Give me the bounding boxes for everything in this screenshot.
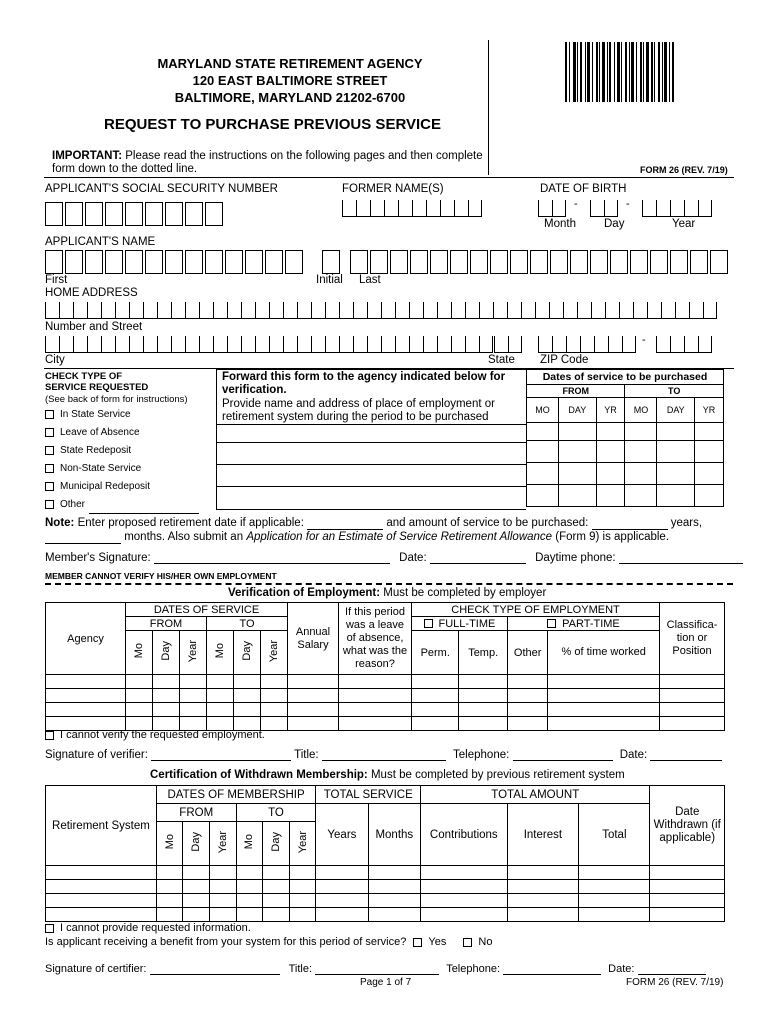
member-sig-label: Member's Signature:: [45, 552, 151, 564]
dates-purchased-table: [526, 369, 724, 507]
initial-label: Initial: [316, 274, 343, 286]
checkbox-icon[interactable]: [45, 446, 54, 455]
verifier-title-input[interactable]: [322, 760, 446, 761]
checkbox-icon[interactable]: [463, 938, 472, 947]
from-header: FROM: [126, 617, 207, 631]
checkbox-icon[interactable]: [45, 924, 54, 933]
pct-worked-header: % of time worked: [548, 631, 660, 675]
col-yr-2: YR: [695, 398, 724, 423]
dob-month-input[interactable]: [538, 200, 566, 217]
last-name-input[interactable]: [350, 250, 730, 274]
certifier-sig-input[interactable]: [150, 974, 280, 975]
forward-line-4: [216, 486, 526, 487]
dob-dash-1: -: [574, 198, 578, 210]
years-label: years,: [670, 517, 703, 529]
receiving-benefit-row: [45, 936, 492, 948]
check-type-label: CHECK TYPE OF: [45, 371, 123, 382]
forward-line-2: [216, 442, 526, 443]
form-title: REQUEST TO PURCHASE PREVIOUS SERVICE: [104, 116, 442, 133]
cannot-verify-label: I cannot verify the requested employment.: [60, 729, 265, 741]
daytime-phone-input[interactable]: [619, 563, 743, 564]
dob-dash-2: -: [626, 198, 630, 210]
total-amount-header: TOTAL AMOUNT: [421, 786, 650, 804]
first-label: First: [45, 274, 68, 286]
receiving-question: Is applicant receiving a benefit from your system for this period of service?: [45, 936, 407, 948]
option-label: Leave of Absence: [60, 427, 140, 438]
w-day-header: Day: [190, 832, 203, 852]
checkbox-icon[interactable]: [45, 731, 54, 740]
no-option[interactable]: [463, 936, 492, 948]
member-signature-row: [45, 552, 743, 564]
state-input[interactable]: [494, 336, 522, 353]
checkbox-icon[interactable]: [45, 410, 54, 419]
mo-header-2: Mo: [214, 643, 226, 659]
verifier-signature-row: [45, 749, 722, 761]
membership-to-header: TO: [236, 804, 316, 822]
important-text-2: form down to the dotted line.: [52, 163, 198, 175]
street-input[interactable]: [45, 302, 717, 319]
verification-title-bold: Verification of Employment:: [228, 587, 381, 599]
withdrawn-title: [150, 769, 625, 781]
membership-from-header: FROM: [156, 804, 236, 822]
forward-line-3: [216, 464, 526, 465]
part-time-option[interactable]: [507, 617, 659, 631]
application-form-name: Application for an Estimate of Service Retirement Allowance: [246, 531, 553, 543]
w-mo-header-2: Mo: [243, 834, 256, 850]
verifier-phone-input[interactable]: [513, 760, 613, 761]
important-note: [52, 150, 492, 176]
total-header: Total: [579, 804, 650, 866]
certifier-date-input[interactable]: [638, 974, 706, 975]
certifier-signature-row: [45, 963, 706, 975]
certifier-phone-input[interactable]: [503, 974, 601, 975]
checkbox-icon[interactable]: [413, 938, 422, 947]
annual-salary-header: Annual Salary: [288, 603, 339, 675]
forward-bold: Forward this form to the agency indicated below for verification.: [222, 371, 506, 396]
note-text-1: Enter proposed retirement date if applicable:: [77, 517, 304, 529]
form9-text: (Form 9) is applicable.: [555, 531, 670, 543]
form-number: FORM 26 (REV. 7/19): [640, 165, 728, 175]
agency-city: BALTIMORE, MARYLAND 21202-6700: [174, 90, 406, 105]
forward-line-1: [216, 424, 526, 425]
years-header: Years: [316, 804, 368, 866]
page-number: Page 1 of 7: [360, 977, 412, 988]
cannot-provide-row[interactable]: [45, 922, 251, 934]
col-day: DAY: [559, 398, 597, 423]
col-yr: YR: [596, 398, 625, 423]
dob-month-label: Month: [544, 218, 576, 230]
certifier-phone-label: Telephone:: [446, 963, 501, 975]
option-non-state[interactable]: [45, 460, 199, 478]
agency-header: Agency: [46, 603, 126, 675]
retirement-date-input[interactable]: [307, 529, 383, 530]
home-address-label: HOME ADDRESS: [45, 287, 138, 299]
other-header: Other: [507, 631, 548, 675]
no-label: No: [478, 936, 493, 948]
months-header: Months: [368, 804, 421, 866]
withdrawn-table: [45, 785, 725, 922]
header-bottom-rule: [44, 177, 734, 178]
col-mo-2: MO: [625, 398, 657, 423]
table-row[interactable]: [46, 689, 725, 703]
yes-label: Yes: [428, 936, 447, 948]
table-row[interactable]: [46, 894, 725, 908]
certifier-sig-label: Signature of certifier:: [45, 963, 147, 975]
option-leave[interactable]: [45, 424, 199, 442]
verifier-phone-label: Telephone:: [453, 749, 510, 761]
table-row[interactable]: [527, 441, 724, 463]
col-mo: MO: [527, 398, 559, 423]
col-day-2: DAY: [657, 398, 695, 423]
dob-label: DATE OF BIRTH: [540, 183, 627, 195]
withdrawn-title-bold: Certification of Withdrawn Membership:: [150, 769, 368, 781]
option-label: Municipal Redeposit: [60, 481, 151, 492]
table-row[interactable]: [527, 485, 724, 507]
zip-label: ZIP Code: [540, 354, 589, 366]
checkbox-icon[interactable]: [45, 464, 54, 473]
service-type-options: [45, 406, 199, 514]
date-withdrawn-header: Date Withdrawn (if applicable): [650, 786, 725, 866]
full-time-label: FULL-TIME: [438, 617, 496, 630]
note-text-3: months. Also submit an: [124, 531, 244, 543]
member-sig-input[interactable]: [154, 563, 390, 564]
forward-text: Provide name and address of place of employment or retirement system during the period to be purchased: [222, 398, 495, 423]
first-name-input[interactable]: [45, 250, 305, 274]
table-row[interactable]: [46, 703, 725, 717]
dob-day-label: Day: [604, 218, 625, 230]
verifier-date-input[interactable]: [650, 760, 722, 761]
other-input[interactable]: [89, 513, 199, 514]
contributions-header: Contributions: [421, 804, 507, 866]
dob-year-input[interactable]: [642, 200, 712, 217]
w-day-header-2: Day: [269, 832, 282, 852]
year-header: Year: [187, 639, 199, 663]
member-date-input[interactable]: [430, 563, 526, 564]
option-state-redeposit[interactable]: [45, 442, 199, 460]
initial-input[interactable]: [322, 250, 342, 274]
verifier-title-label: Title:: [294, 749, 319, 761]
table-row[interactable]: [46, 880, 725, 894]
full-time-option[interactable]: [412, 617, 508, 631]
former-names-label: FORMER NAME(S): [342, 183, 444, 195]
option-label: In State Service: [60, 409, 131, 420]
table-row[interactable]: [46, 675, 725, 689]
to-header: TO: [207, 617, 288, 631]
ssn-label: APPLICANT'S SOCIAL SECURITY NUMBER: [45, 183, 278, 195]
option-municipal[interactable]: [45, 478, 199, 496]
option-in-state[interactable]: [45, 406, 199, 424]
checkbox-icon[interactable]: [45, 428, 54, 437]
table-row[interactable]: [527, 423, 724, 441]
yes-option[interactable]: [413, 936, 446, 948]
last-label: Last: [359, 274, 381, 286]
leave-question-header: If this period was a leave of absence, what was the reason?: [339, 603, 412, 675]
city-label: City: [45, 354, 65, 366]
former-names-input[interactable]: [342, 200, 482, 217]
cannot-verify-row[interactable]: [45, 729, 265, 741]
dates-title: Dates of service to be purchased: [527, 370, 724, 385]
see-back-label: (See back of form for instructions): [45, 394, 188, 405]
service-requested-label: SERVICE REQUESTED: [45, 382, 149, 393]
certifier-date-label: Date:: [608, 963, 635, 975]
perm-header: Perm.: [412, 631, 459, 675]
retirement-system-header: Retirement System: [46, 786, 157, 866]
note-text-2: and amount of service to be purchased:: [386, 517, 589, 529]
checkbox-icon[interactable]: [45, 500, 54, 509]
checkbox-icon[interactable]: [547, 619, 556, 628]
w-year-header-2: Year: [296, 830, 309, 854]
months-input[interactable]: [45, 543, 121, 544]
state-label: State: [488, 354, 515, 366]
zip-input[interactable]: [538, 336, 636, 353]
zip-dash: -: [642, 334, 646, 346]
verification-table: [45, 602, 725, 731]
city-input[interactable]: [45, 336, 493, 353]
certifier-title-input[interactable]: [315, 974, 439, 975]
mo-header: Mo: [133, 643, 145, 659]
verification-title: [228, 587, 546, 599]
note-block: [45, 516, 735, 544]
years-input[interactable]: [592, 529, 668, 530]
checkbox-icon[interactable]: [424, 619, 433, 628]
number-street-label: Number and Street: [45, 321, 143, 333]
agency-street: 120 EAST BALTIMORE STREET: [192, 73, 388, 88]
dob-day-input[interactable]: [590, 200, 618, 217]
dotted-cut-line: [45, 583, 733, 585]
option-label: Non-State Service: [60, 463, 142, 474]
table-row[interactable]: [46, 908, 725, 922]
cannot-provide-label: I cannot provide requested information.: [60, 922, 251, 934]
interest-header: Interest: [507, 804, 579, 866]
dob-year-label: Year: [672, 218, 696, 230]
ssn-input[interactable]: [45, 202, 225, 226]
cannot-verify-own: MEMBER CANNOT VERIFY HIS/HER OWN EMPLOYMENT: [45, 571, 277, 581]
year-header-2: Year: [268, 639, 280, 663]
checkbox-icon[interactable]: [45, 482, 54, 491]
w-year-header: Year: [216, 830, 229, 854]
option-label: Other: [60, 499, 86, 510]
note-label: Note:: [45, 517, 75, 529]
footer-form-number: FORM 26 (REV. 7/19): [626, 977, 724, 988]
certifier-title-label: Title:: [288, 963, 313, 975]
dates-to: TO: [625, 385, 724, 398]
day-header: Day: [160, 641, 172, 661]
withdrawn-title-text: Must be completed by previous retirement system: [370, 769, 625, 781]
classification-header: Classifica- tion or Position: [660, 603, 725, 675]
verifier-date-label: Date:: [619, 749, 648, 761]
applicant-name-label: APPLICANT'S NAME: [45, 236, 156, 248]
temp-header: Temp.: [459, 631, 507, 675]
important-text: Please read the instructions on the following pages and then complete: [125, 150, 483, 162]
table-row[interactable]: [46, 866, 725, 880]
member-date-label: Date:: [399, 552, 427, 564]
total-service-header: TOTAL SERVICE: [316, 786, 421, 804]
check-type-employment-header: CHECK TYPE OF EMPLOYMENT: [412, 603, 660, 617]
day-header-2: Day: [241, 641, 253, 661]
table-row[interactable]: [527, 463, 724, 485]
daytime-phone-label: Daytime phone:: [535, 552, 616, 564]
w-mo-header: Mo: [163, 834, 176, 850]
verifier-sig-label: Signature of verifier:: [45, 749, 148, 761]
zip-ext-input[interactable]: [656, 336, 712, 353]
option-label: State Redeposit: [60, 445, 132, 456]
dates-membership-header: DATES OF MEMBERSHIP: [156, 786, 315, 804]
verifier-sig-input[interactable]: [151, 760, 291, 761]
dates-of-service-header: DATES OF SERVICE: [126, 603, 288, 617]
part-time-label: PART-TIME: [562, 617, 620, 630]
agency-name: MARYLAND STATE RETIREMENT AGENCY: [157, 56, 423, 71]
barcode-image: [565, 42, 715, 102]
important-label: IMPORTANT:: [52, 150, 123, 162]
dates-from: FROM: [527, 385, 625, 398]
option-other[interactable]: [45, 496, 199, 514]
verification-title-text: Must be completed by employer: [383, 587, 547, 599]
